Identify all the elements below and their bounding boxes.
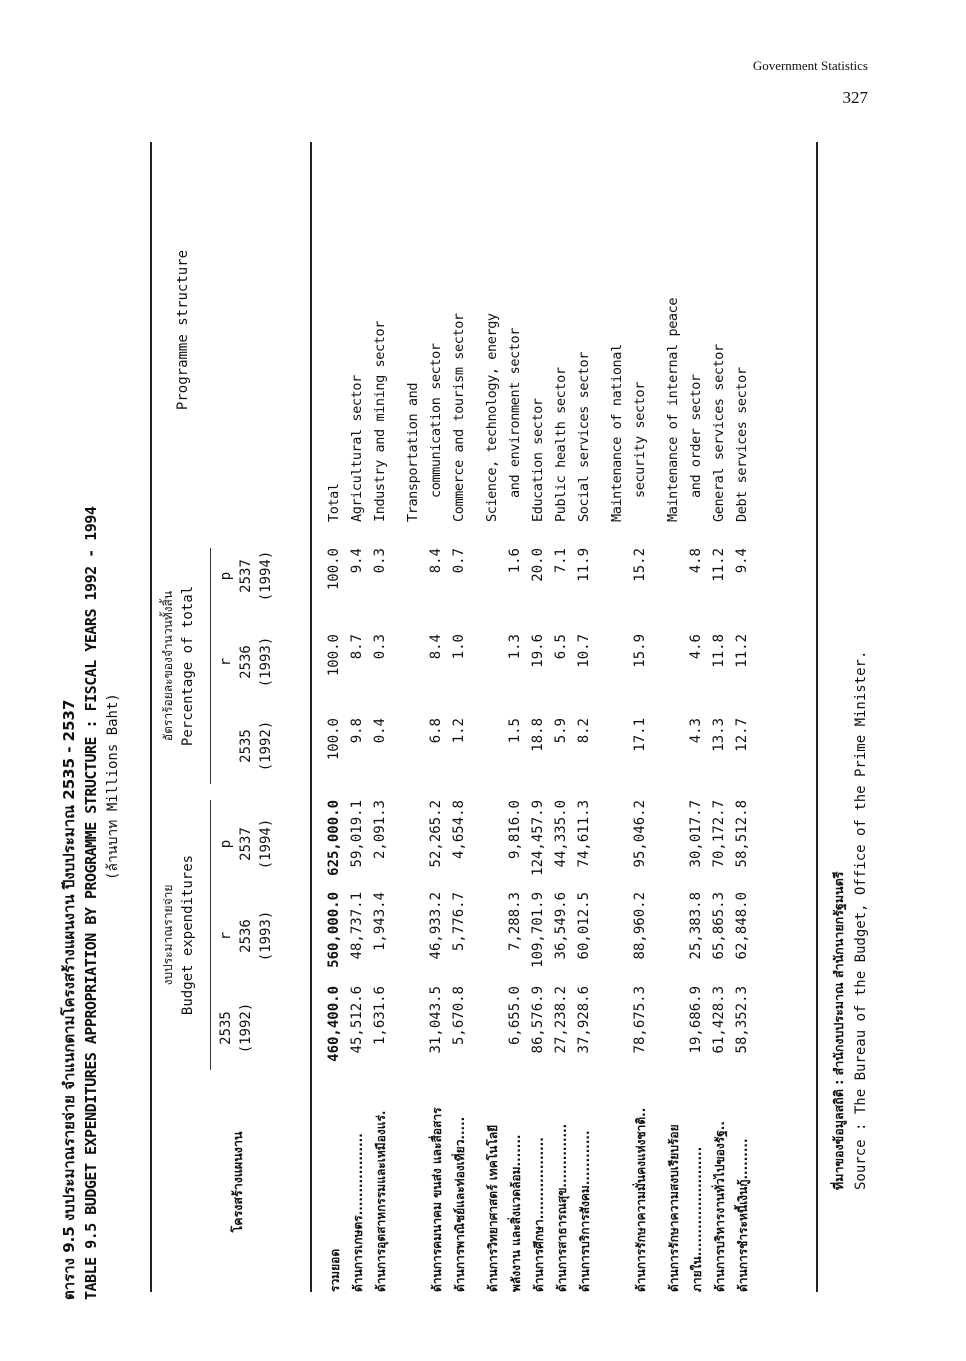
year-mark: r	[218, 657, 234, 667]
budget-1993: 88,960.2	[632, 892, 648, 960]
row-label-english: Science, technology, energy	[484, 313, 500, 522]
row-label-thai: ด้านการศึกษา..................	[532, 1137, 546, 1292]
pct-1993: 19.6	[530, 634, 546, 668]
budget-1992: 6,655.0	[507, 986, 523, 1046]
budget-1992: 27,238.2	[553, 986, 569, 1054]
publication-label: Government Statistics	[752, 58, 868, 73]
table-row	[632, 132, 655, 1292]
budget-group-en: Budget expenditures	[180, 854, 196, 1016]
pct-1993: 15.9	[632, 634, 648, 668]
page-number: 327	[842, 88, 868, 107]
year-be: 2536	[238, 919, 254, 953]
table-row	[428, 132, 451, 1292]
unit-label: (ล้านบาท Millions Baht)	[105, 693, 121, 880]
pct-1994: 1.6	[507, 548, 523, 574]
source-thai: ที่มาของข้อมูลสถิติ : สำนักงบประมาณ สำนักนายกรัฐมนตรี	[831, 871, 846, 1190]
budget-1994: 70,172.7	[711, 800, 727, 868]
pct-1993: 10.7	[576, 634, 592, 668]
pct-1993: 8.7	[349, 634, 365, 660]
budget-1992: 31,043.5	[428, 986, 444, 1054]
pct-group-thai: อัตราร้อยละของจำนวนทั้งสิ้น	[161, 590, 175, 742]
row-label-thai: ด้านการบริหารงานทั่วไปของรัฐ..	[713, 1121, 727, 1292]
row-label-thai: ด้านการคมนาคม ขนส่ง และสื่อสาร	[430, 1107, 444, 1292]
year-mark: r	[218, 931, 234, 941]
pct-1994: 20.0	[530, 548, 546, 582]
budget-1993: 1,943.4	[372, 892, 388, 952]
budget-1994: 52,265.2	[428, 800, 444, 868]
budget-1992: 37,928.6	[576, 986, 592, 1054]
table-row	[665, 132, 688, 1292]
budget-1993: 46,933.2	[428, 892, 444, 960]
row-label-english: Maintenance of national	[609, 344, 625, 522]
rotated-table-page	[58, 60, 878, 1300]
title-thai: ตาราง 9.5 งบประมาณรายจ่าย จำแนกตามโครงสร้างแผนงาน ปีงบประมาณ 2535 - 2537	[60, 699, 78, 1300]
table-row	[688, 132, 711, 1292]
pct-1994: 9.4	[734, 548, 750, 574]
pct-1994: 100.0	[326, 548, 342, 591]
header-percentage-group	[158, 548, 198, 784]
pct-1992: 13.3	[711, 718, 727, 752]
row-label-english: Industry and mining sector	[372, 321, 388, 522]
budget-1993: 36,549.6	[553, 892, 569, 960]
year-mark	[216, 714, 236, 778]
row-label-thai: ด้านการวิทยาศาสตร์ เทคโนโลยี	[486, 1124, 500, 1292]
row-label-english: Commerce and tourism sector	[451, 313, 467, 522]
row-label-thai: ด้านการชำระหนี้เงินกู้.........	[736, 1138, 750, 1292]
pct-1992: 1.5	[507, 718, 523, 744]
budget-1992: 460,400.0	[326, 986, 342, 1062]
pct-1994: 0.3	[372, 548, 388, 574]
row-label-english: Public health sector	[553, 367, 569, 522]
pct-1994: 4.8	[688, 548, 704, 574]
row-label-thai: ด้านการเกษตร..................	[351, 1133, 365, 1292]
row-label-thai: ด้านการสาธารณสุข..............	[555, 1123, 569, 1292]
year-ce: (1993)	[258, 636, 274, 688]
pct-1993: 1.0	[451, 634, 467, 660]
pct-1992: 5.9	[553, 718, 569, 744]
year-ce: (1993)	[258, 910, 274, 962]
row-label-thai: รวมยอด	[328, 1248, 342, 1292]
year-be: 2537	[238, 559, 254, 593]
pct-1993: 11.8	[711, 634, 727, 668]
row-label-english: Transportation and	[405, 382, 421, 522]
row-label-english: and order sector	[688, 374, 704, 498]
row-label-english: communication sector	[428, 343, 444, 498]
table-row	[609, 132, 632, 1292]
row-label-english: Education sector	[530, 398, 546, 522]
budget-1992: 1,631.6	[372, 986, 388, 1046]
pct-1994: 0.7	[451, 548, 467, 574]
budget-1994: 59,019.1	[349, 800, 365, 868]
year-mark: p	[218, 571, 234, 581]
budget-1994: 58,512.8	[734, 800, 750, 868]
row-label-english: Debt services sector	[734, 367, 750, 522]
pct-1992: 6.8	[428, 718, 444, 744]
pct-1993: 8.4	[428, 634, 444, 660]
header-budget-group	[158, 800, 198, 1070]
year-ce: (1992)	[238, 1002, 254, 1054]
budget-group-underline	[210, 800, 211, 1070]
pct-1993: 4.6	[688, 634, 704, 660]
table-body	[326, 132, 757, 1292]
budget-1994: 74,611.3	[576, 800, 592, 868]
source-english: Source : The Bureau of the Budget, Office of the Prime Minister.	[853, 650, 869, 1190]
year-be: 2537	[238, 827, 254, 861]
row-label-english: Agricultural sector	[349, 375, 365, 522]
table-row	[405, 132, 428, 1292]
budget-1994: 30,017.7	[688, 800, 704, 868]
row-label-english: Total	[326, 483, 342, 522]
row-label-thai: ด้านการรักษาความสงบเรียบร้อย	[667, 1124, 681, 1292]
col-budget-1993	[216, 892, 276, 980]
table-row	[372, 132, 395, 1292]
pct-1994: 8.4	[428, 548, 444, 574]
row-label-thai: ด้านการพาณิชย์และท่องเที่ยว.....	[453, 1116, 467, 1292]
budget-1994: 2,091.3	[372, 800, 388, 860]
pct-1994: 15.2	[632, 548, 648, 582]
table-top-rule	[150, 142, 152, 1292]
table-row	[451, 132, 474, 1292]
budget-1993: 65,865.3	[711, 892, 727, 960]
row-label-thai: ด้านการรักษาความมั่นคงแห่งชาติ..	[634, 1107, 648, 1292]
pct-1992: 9.8	[349, 718, 365, 744]
col-pct-1993	[216, 630, 276, 694]
budget-1994: 625,000.0	[326, 800, 342, 876]
budget-1994: 95,046.2	[632, 800, 648, 868]
budget-1994: 124,457.9	[530, 800, 546, 876]
pct-1993: 100.0	[326, 634, 342, 677]
pct-1993: 11.2	[734, 634, 750, 668]
budget-1992: 45,512.6	[349, 986, 365, 1054]
pct-1992: 0.4	[372, 718, 388, 744]
table-row	[734, 132, 757, 1292]
pct-1992: 12.7	[734, 718, 750, 752]
year-ce: (1994)	[258, 550, 274, 602]
pct-1992: 17.1	[632, 718, 648, 752]
table-row	[507, 132, 530, 1292]
budget-1994: 44,335.0	[553, 800, 569, 868]
col-pct-1992	[216, 714, 276, 778]
budget-1992: 19,686.9	[688, 986, 704, 1054]
pct-1992: 1.2	[451, 718, 467, 744]
pct-group-en: Percentage of total	[180, 585, 196, 747]
row-label-thai: พลังงาน และสิ่งแวดล้อม.......	[509, 1134, 523, 1292]
col-budget-1992	[216, 986, 256, 1070]
budget-group-thai: งบประมาณรายจ่าย	[161, 884, 175, 986]
source-note	[828, 651, 872, 1190]
pct-1992: 100.0	[326, 718, 342, 761]
year-be: 2536	[238, 645, 254, 679]
table-row	[530, 132, 553, 1292]
budget-1992: 78,675.3	[632, 986, 648, 1054]
budget-1992: 86,576.9	[530, 986, 546, 1054]
budget-1994: 4,654.8	[451, 800, 467, 860]
budget-1993: 109,701.9	[530, 892, 546, 968]
pct-1993: 1.3	[507, 634, 523, 660]
budget-1992: 5,670.8	[451, 986, 467, 1046]
year-ce: (1994)	[258, 818, 274, 870]
row-label-thai: ภายใน........................	[690, 1146, 704, 1292]
table-row	[484, 132, 507, 1292]
row-label-english: security sector	[632, 382, 648, 498]
table-bottom-rule	[816, 142, 818, 1292]
budget-1993: 48,737.1	[349, 892, 365, 960]
header-structure-thai: โครงสร้างแผนงาน	[230, 1131, 245, 1233]
budget-1993: 7,288.3	[507, 892, 523, 952]
budget-1993: 5,776.7	[451, 892, 467, 952]
header-structure-english: Programme structure	[175, 249, 191, 411]
row-label-thai: ด้านการอุตสาหกรรมและเหมืองแร่.	[374, 1110, 388, 1292]
pct-1992: 8.2	[576, 718, 592, 744]
title-english: TABLE 9.5 BUDGET EXPENDITURES APPROPRIATION BY PROGRAMME STRUCTURE : FISCAL YEARS 1992 - 1994	[82, 506, 100, 1300]
pct-1993: 6.5	[553, 634, 569, 660]
col-pct-1994	[216, 544, 276, 608]
pct-1993: 0.3	[372, 634, 388, 660]
budget-1993: 62,848.0	[734, 892, 750, 960]
row-label-english: Social services sector	[576, 351, 592, 522]
col-budget-1994	[216, 800, 276, 888]
table-row	[349, 132, 372, 1292]
pct-1992: 4.3	[688, 718, 704, 744]
pct-1994: 7.1	[553, 548, 569, 574]
table-row	[326, 132, 349, 1292]
pct-1994: 9.4	[349, 548, 365, 574]
pct-group-underline	[210, 548, 211, 784]
budget-1992: 58,352.3	[734, 986, 750, 1054]
budget-1994: 9,816.0	[507, 800, 523, 860]
pct-1992: 18.8	[530, 718, 546, 752]
budget-1993: 25,383.8	[688, 892, 704, 960]
budget-1992: 61,428.3	[711, 986, 727, 1054]
year-mark: p	[218, 839, 234, 849]
pct-1994: 11.9	[576, 548, 592, 582]
table-row	[553, 132, 576, 1292]
budget-1993: 60,012.5	[576, 892, 592, 960]
table-row	[576, 132, 599, 1292]
table-title	[58, 60, 124, 1300]
year-be: 2535	[218, 1011, 234, 1045]
table-row	[711, 132, 734, 1292]
year-ce: (1992)	[258, 720, 274, 772]
pct-1994: 11.2	[711, 548, 727, 582]
row-label-english: and environment sector	[507, 327, 523, 498]
header-bottom-rule	[310, 142, 312, 1292]
budget-1993: 560,000.0	[326, 892, 342, 968]
year-be: 2535	[238, 729, 254, 763]
row-label-english: General services sector	[711, 344, 727, 522]
row-label-thai: ด้านการบริการสังคม............	[578, 1130, 592, 1292]
row-label-english: Maintenance of internal peace	[665, 297, 681, 522]
